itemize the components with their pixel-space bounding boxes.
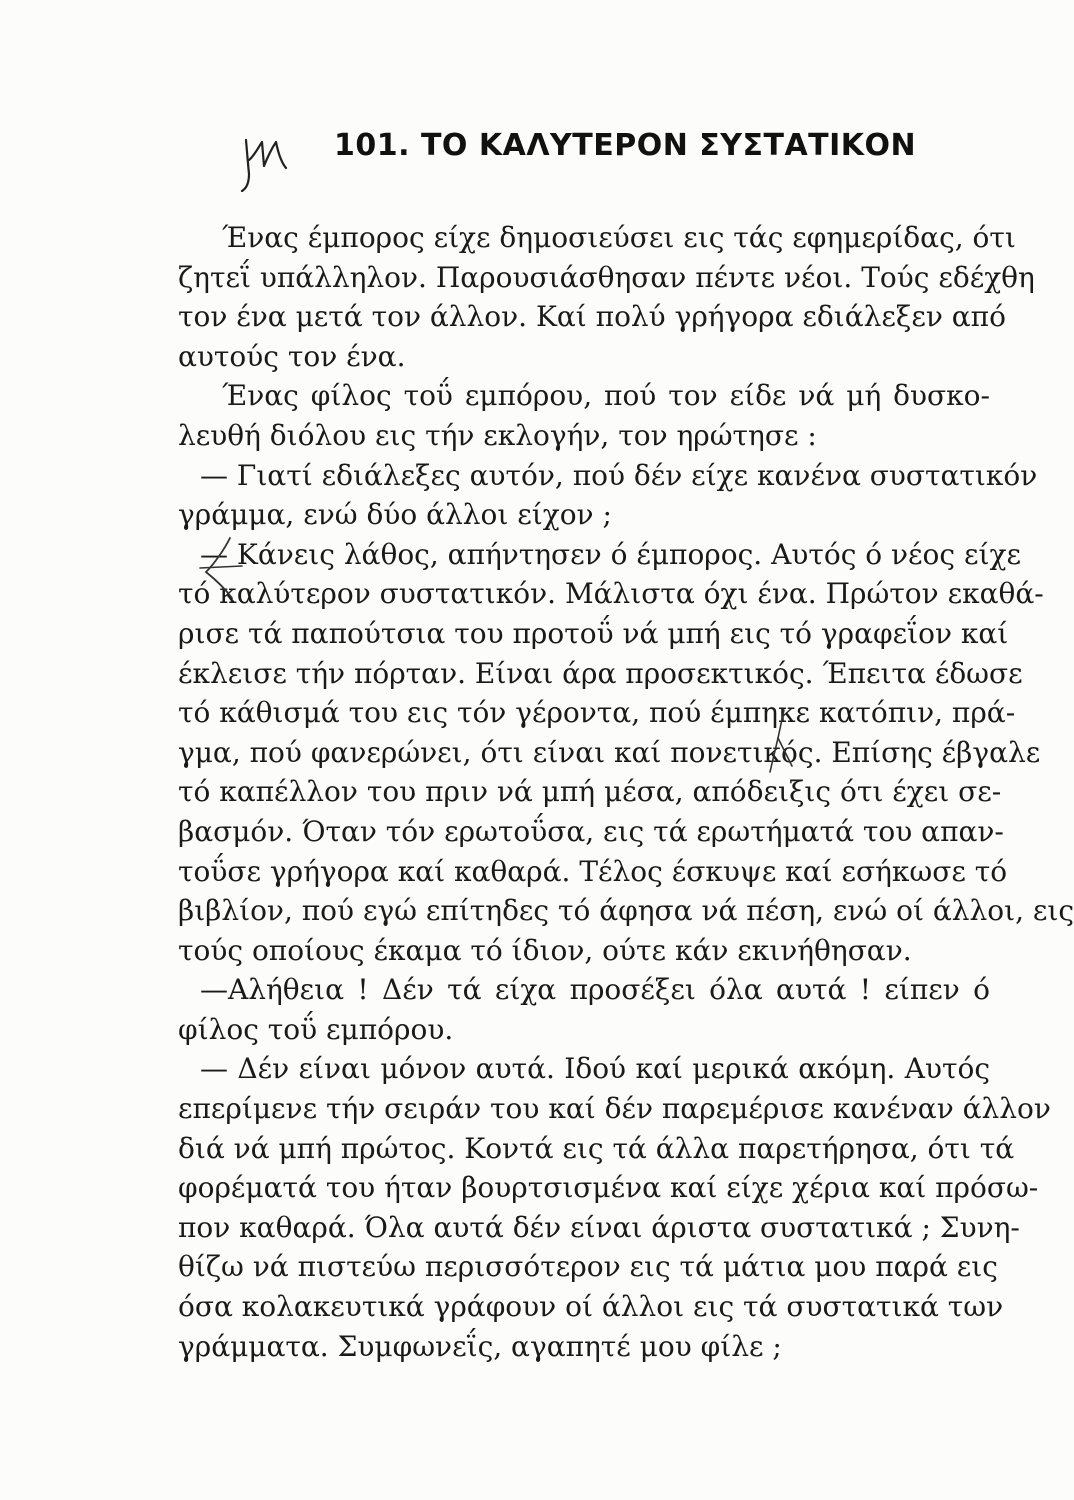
text-line: βασμόν. Όταν τόν ερωτοΰσα, εις τά ερωτήματά του απαν-	[178, 814, 1004, 848]
text-line: γμα, πού φανερώνει, ότι είναι καί πονετικός. Επίσης έβγαλε	[178, 735, 1041, 769]
text-line: φίλος τοΰ εμπόρου.	[178, 1012, 454, 1046]
text-line: βιβλίον, πού εγώ επίτηδες τό άφησα νά πέση, ενώ οί άλλοι, εις	[178, 894, 1074, 928]
text-line: ρισε τά παπούτσια του προτοΰ νά μπή εις τό γραφεΐον καί	[178, 616, 1009, 650]
text-line: θίζω νά πιστεύω περισσότερον εις τά μάτια μου παρά εις	[178, 1250, 998, 1284]
handwritten-margin-mark	[238, 112, 308, 192]
text-line: γράμματα. Συμφωνεΐς, αγαπητέ μου φίλε ;	[178, 1329, 782, 1363]
text-line: Ένας φίλος τοΰ εμπόρου, πού τον είδε νά μή δυσκο-	[222, 379, 990, 413]
text-line: ζητεΐ υπάλληλον. Παρουσιάσθησαν πέντε νέοι. Τούς εδέχθη	[178, 260, 1035, 294]
text-line: αυτούς τον ένα.	[178, 339, 406, 373]
handwritten-bracket-mark	[196, 532, 256, 602]
handwritten-insertion-mark	[762, 708, 802, 776]
page-title: 101. ΤΟ ΚΑΛΥΤΕΡΟΝ ΣΥΣΤΑΤΙΚΟΝ	[334, 128, 917, 163]
text-line: Ένας έμπορος είχε δημοσιεύσει εις τάς εφημερίδας, ότι	[222, 221, 1016, 254]
text-line: — Δέν είναι μόνον αυτά. Ιδού καί μερικά ακόμη. Αυτός	[200, 1052, 990, 1086]
text-line: — Γιατί εδιάλεξες αυτόν, πού δέν είχε κανένα συστατικόν	[200, 458, 1038, 492]
text-line: τό κάθισμά του εις τόν γέροντα, πού έμπηκε κατόπιν, πρά-	[178, 696, 1016, 730]
text-line: τό καπέλλον του πριν νά μπή μέσα, απόδειξις ότι έχει σε-	[178, 775, 1002, 809]
text-line: τό καλύτερον συστατικόν. Μάλιστα όχι ένα. Πρώτον εκαθά-	[178, 577, 1044, 611]
text-line: φορέματά του ήταν βουρτσισμένα καί είχε χέρια καί πρόσω-	[178, 1171, 1039, 1205]
text-line: τοΰσε γρήγορα καί καθαρά. Τέλος έσκυψε καί εσήκωσε τό	[178, 854, 1008, 888]
text-line: επερίμενε τήν σειράν του καί δέν παρεμέρισε κανέναν άλλον	[178, 1092, 1051, 1126]
text-line: τον ένα μετά τον άλλον. Καί πολύ γρήγορα εδιάλεξεν από	[178, 300, 1006, 334]
text-line: διά νά μπή πρώτος. Κοντά εις τά άλλα παρετήρησα, ότι τά	[178, 1131, 1015, 1165]
text-line: όσα κολακευτικά γράφουν οί άλλοι εις τά συστατικά των	[178, 1290, 1004, 1324]
text-line: έκλεισε τήν πόρταν. Είναι άρα προσεκτικός. Έπειτα έδωσε	[178, 656, 1023, 690]
text-line: τούς οποίους έκαμα τό ίδιον, ούτε κάν εκινήθησαν.	[178, 933, 912, 967]
text-line: γράμμα, ενώ δύο άλλοι είχον ;	[178, 498, 612, 532]
text-line: λευθή διόλου εις τήν εκλογήν, τον ηρώτησε :	[178, 418, 817, 452]
text-line: —Αλήθεια ! Δέν τά είχα προσέξει όλα αυτά ! είπεν ό	[200, 973, 990, 1007]
body-text	[178, 218, 1074, 1366]
text-line: πον καθαρά. Όλα αυτά δέν είναι άριστα συστατικά ; Συνη-	[178, 1210, 1020, 1244]
text-line: — Κάνεις λάθος, απήντησεν ό έμπορος. Αυτός ό νέος είχε	[200, 537, 1021, 571]
